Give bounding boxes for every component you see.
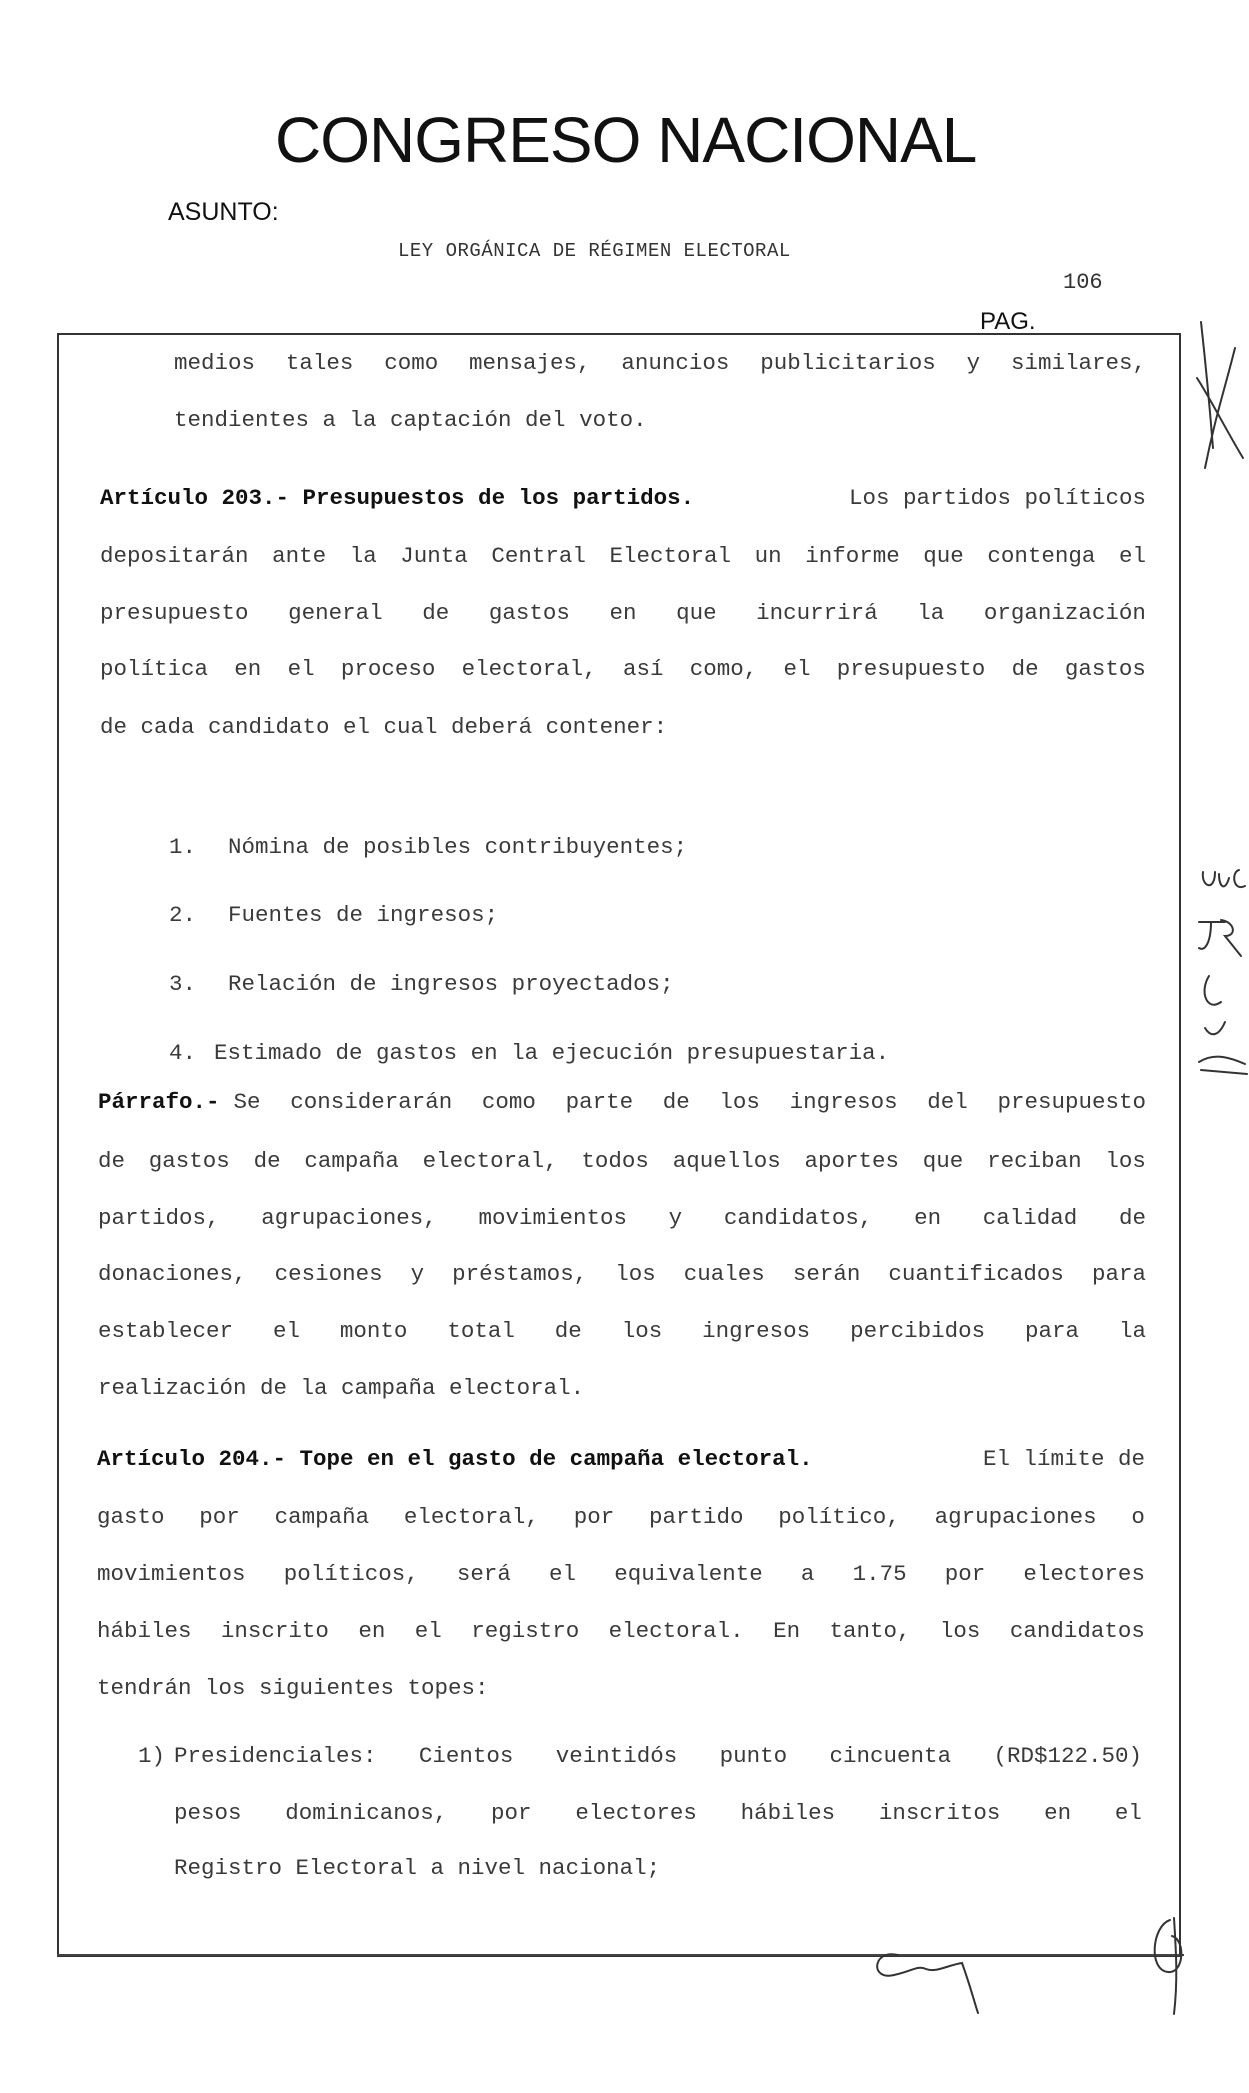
signature-icon: [862, 1935, 1012, 2017]
word: contenga: [987, 543, 1096, 569]
word: electoral,: [461, 656, 597, 682]
word: (RD$122.50): [993, 1743, 1142, 1769]
word: punto: [719, 1743, 788, 1769]
text-line: tendrán los siguientes topes:: [97, 1675, 489, 1701]
word: del: [927, 1089, 968, 1115]
word: cuales: [683, 1261, 765, 1287]
word: presupuesto: [836, 656, 986, 682]
text-line: [100, 602, 1146, 625]
text-line: [98, 1207, 1146, 1230]
word: que: [922, 1148, 964, 1174]
word: En: [773, 1618, 801, 1644]
word: aquellos: [672, 1148, 781, 1174]
word: Electoral: [609, 543, 732, 569]
word: agrupaciones: [934, 1504, 1097, 1530]
word: aportes: [804, 1148, 900, 1174]
content-frame: [57, 333, 1181, 1957]
word: el: [783, 656, 811, 682]
word: todos: [581, 1148, 649, 1174]
list-item: [142, 813, 687, 858]
word: por: [199, 1504, 240, 1530]
text-line: [174, 1802, 1142, 1825]
word: gastos: [148, 1148, 230, 1174]
word: registro: [471, 1618, 580, 1644]
word: de: [662, 1089, 690, 1115]
asunto-value: LEY ORGÁNICA DE RÉGIMEN ELECTORAL: [398, 240, 791, 262]
word: y: [966, 350, 981, 376]
word: como,: [689, 656, 758, 682]
article-204-line-1: [97, 1448, 1145, 1471]
word: depositarán: [100, 543, 249, 569]
word: el: [272, 1318, 300, 1344]
list-item: [142, 881, 498, 926]
asunto-label: ASUNTO:: [168, 198, 279, 226]
word: tanto,: [829, 1618, 911, 1644]
text-span: Los partidos políticos: [848, 485, 1146, 511]
word: pesos: [174, 1800, 242, 1826]
word: veintidós: [555, 1743, 678, 1769]
word: ante: [272, 543, 327, 569]
text-line: [98, 1150, 1146, 1173]
text-line: tendientes a la captación del voto.: [174, 407, 647, 433]
word: parte: [565, 1089, 634, 1115]
parrafo-line-1: [98, 1091, 1146, 1114]
word: mensajes,: [469, 350, 591, 376]
text-line: [100, 658, 1146, 681]
page-number: 106: [1063, 270, 1103, 295]
word: partido: [649, 1504, 744, 1530]
list-text: Nómina de posibles contribuyentes;: [228, 833, 688, 860]
word: presupuesto: [997, 1089, 1146, 1115]
text-line: [97, 1620, 1145, 1643]
word: por: [944, 1561, 986, 1587]
word: de: [253, 1148, 281, 1174]
word: partidos,: [98, 1205, 220, 1231]
word: el: [414, 1618, 442, 1644]
article-203-heading: Artículo 203.- Presupuestos de los partidos.: [100, 485, 695, 511]
word: por: [573, 1504, 615, 1530]
word: Se: [233, 1089, 261, 1115]
word: campaña: [304, 1148, 399, 1174]
word: movimientos: [478, 1205, 627, 1231]
word: la: [917, 600, 945, 626]
word: informe: [805, 543, 900, 569]
word: que: [923, 543, 964, 569]
word: político,: [778, 1504, 900, 1530]
word: de: [98, 1148, 126, 1174]
word: la: [349, 543, 377, 569]
list-item: [142, 950, 674, 995]
word: publicitarios: [760, 350, 936, 376]
text-line: de cada candidato el cual deberá contener:: [100, 714, 668, 740]
list-item: [142, 1019, 889, 1064]
text-span: El límite de: [982, 1446, 1145, 1472]
list-text: Relación de ingresos proyectados;: [228, 970, 674, 997]
page-label: PAG.: [980, 308, 1036, 335]
text-line: [174, 1745, 1142, 1768]
word: o: [1131, 1504, 1145, 1530]
parrafo-heading: Párrafo.-: [98, 1089, 220, 1115]
word: en: [1044, 1800, 1072, 1826]
word: ingresos: [702, 1318, 811, 1344]
word: equivalente: [614, 1561, 763, 1587]
word: los: [719, 1089, 760, 1115]
word: incurrirá: [756, 600, 878, 626]
text-line: [98, 1320, 1146, 1343]
word: a: [800, 1561, 815, 1587]
word: cesiones: [274, 1261, 383, 1287]
word: la: [1118, 1318, 1146, 1344]
word: 1.75: [852, 1561, 907, 1587]
word: así: [622, 656, 664, 682]
word: el: [287, 656, 315, 682]
word: de: [554, 1318, 582, 1344]
word: Presidenciales:: [174, 1743, 377, 1769]
word: candidatos: [1009, 1618, 1145, 1644]
word: ingresos: [789, 1089, 898, 1115]
word: el: [549, 1561, 577, 1587]
list-number: 2.: [169, 901, 197, 928]
list-number: 4.: [169, 1039, 197, 1066]
word: dominicanos,: [285, 1800, 448, 1826]
word: candidatos,: [723, 1205, 873, 1231]
word: medios: [174, 350, 256, 376]
text-line: [97, 1563, 1145, 1586]
text-line: [97, 1506, 1145, 1529]
word: monto: [339, 1318, 408, 1344]
word: de: [1118, 1205, 1146, 1231]
word: inscritos: [878, 1800, 1001, 1826]
text-line: realización de la campaña electoral.: [98, 1375, 585, 1401]
word: y: [410, 1261, 425, 1287]
word: movimientos: [97, 1561, 246, 1587]
word: hábiles: [97, 1618, 192, 1644]
frame-bottom-rule: [57, 1954, 1184, 1956]
list-text: Estimado de gastos en la ejecución presupuestaria.: [214, 1039, 890, 1066]
word: por: [491, 1800, 532, 1826]
word: calidad: [982, 1205, 1078, 1231]
word: electores: [575, 1800, 697, 1826]
initials-icon: [1140, 1910, 1200, 2020]
word: y: [668, 1205, 683, 1231]
word: como: [384, 350, 439, 376]
word: préstamos,: [452, 1261, 588, 1287]
word: para: [1025, 1318, 1080, 1344]
word: electoral.: [608, 1618, 744, 1644]
list-text: Fuentes de ingresos;: [228, 901, 499, 928]
word: un: [754, 543, 782, 569]
word: de: [1011, 656, 1039, 682]
word: políticos,: [283, 1561, 419, 1587]
sub-item-number: 1): [138, 1743, 166, 1769]
word: tales: [285, 350, 354, 376]
word: establecer: [98, 1318, 234, 1344]
word: Cientos: [418, 1743, 514, 1769]
word: total: [447, 1318, 515, 1344]
word: los: [1105, 1148, 1146, 1174]
word: anuncios: [621, 350, 730, 376]
word: reciban: [987, 1148, 1082, 1174]
word: electoral,: [422, 1148, 558, 1174]
word: los: [939, 1618, 981, 1644]
word: similares,: [1010, 350, 1146, 376]
word: inscrito: [220, 1618, 329, 1644]
word: proceso: [340, 656, 436, 682]
article-204-heading: Artículo 204.- Tope en el gasto de campaña electoral.: [97, 1446, 813, 1472]
word: el: [1114, 1800, 1142, 1826]
word: para: [1091, 1261, 1146, 1287]
word: que: [676, 600, 717, 626]
word: en: [609, 600, 637, 626]
word: en: [914, 1205, 942, 1231]
word: Central: [491, 543, 586, 569]
word: percibidos: [850, 1318, 986, 1344]
list-number: 1.: [169, 833, 197, 860]
word: será: [456, 1561, 511, 1587]
word: presupuesto: [100, 600, 249, 626]
word: donaciones,: [98, 1261, 247, 1287]
word: electores: [1023, 1561, 1145, 1587]
word: electoral,: [403, 1504, 539, 1530]
text-line: [98, 1263, 1146, 1286]
word: general: [288, 600, 383, 626]
word: Junta: [400, 543, 468, 569]
signature-mark-icon: [1195, 318, 1247, 488]
word: el: [1118, 543, 1146, 569]
word: política: [100, 656, 209, 682]
word: organización: [983, 600, 1146, 626]
text-line: [100, 545, 1146, 568]
institution-title: CONGRESO NACIONAL: [275, 104, 977, 176]
word: de: [422, 600, 450, 626]
word: gasto: [97, 1504, 165, 1530]
word: como: [481, 1089, 536, 1115]
word: hábiles: [740, 1800, 836, 1826]
word: cuantificados: [888, 1261, 1064, 1287]
word: considerarán: [290, 1089, 453, 1115]
article-203-line-1: [100, 487, 1146, 510]
word: en: [234, 656, 262, 682]
text-span: [234, 1091, 1146, 1114]
word: cincuenta: [829, 1743, 952, 1769]
list-number: 3.: [169, 970, 197, 997]
word: campaña: [274, 1504, 370, 1530]
word: gastos: [488, 600, 570, 626]
text-line: Registro Electoral a nivel nacional;: [174, 1855, 661, 1881]
text-line: [174, 352, 1146, 375]
word: gastos: [1064, 656, 1146, 682]
initials-mark-icon: [1195, 852, 1249, 1112]
word: serán: [792, 1261, 861, 1287]
word: agrupaciones,: [261, 1205, 437, 1231]
word: los: [621, 1318, 663, 1344]
word: en: [358, 1618, 386, 1644]
word: los: [615, 1261, 656, 1287]
